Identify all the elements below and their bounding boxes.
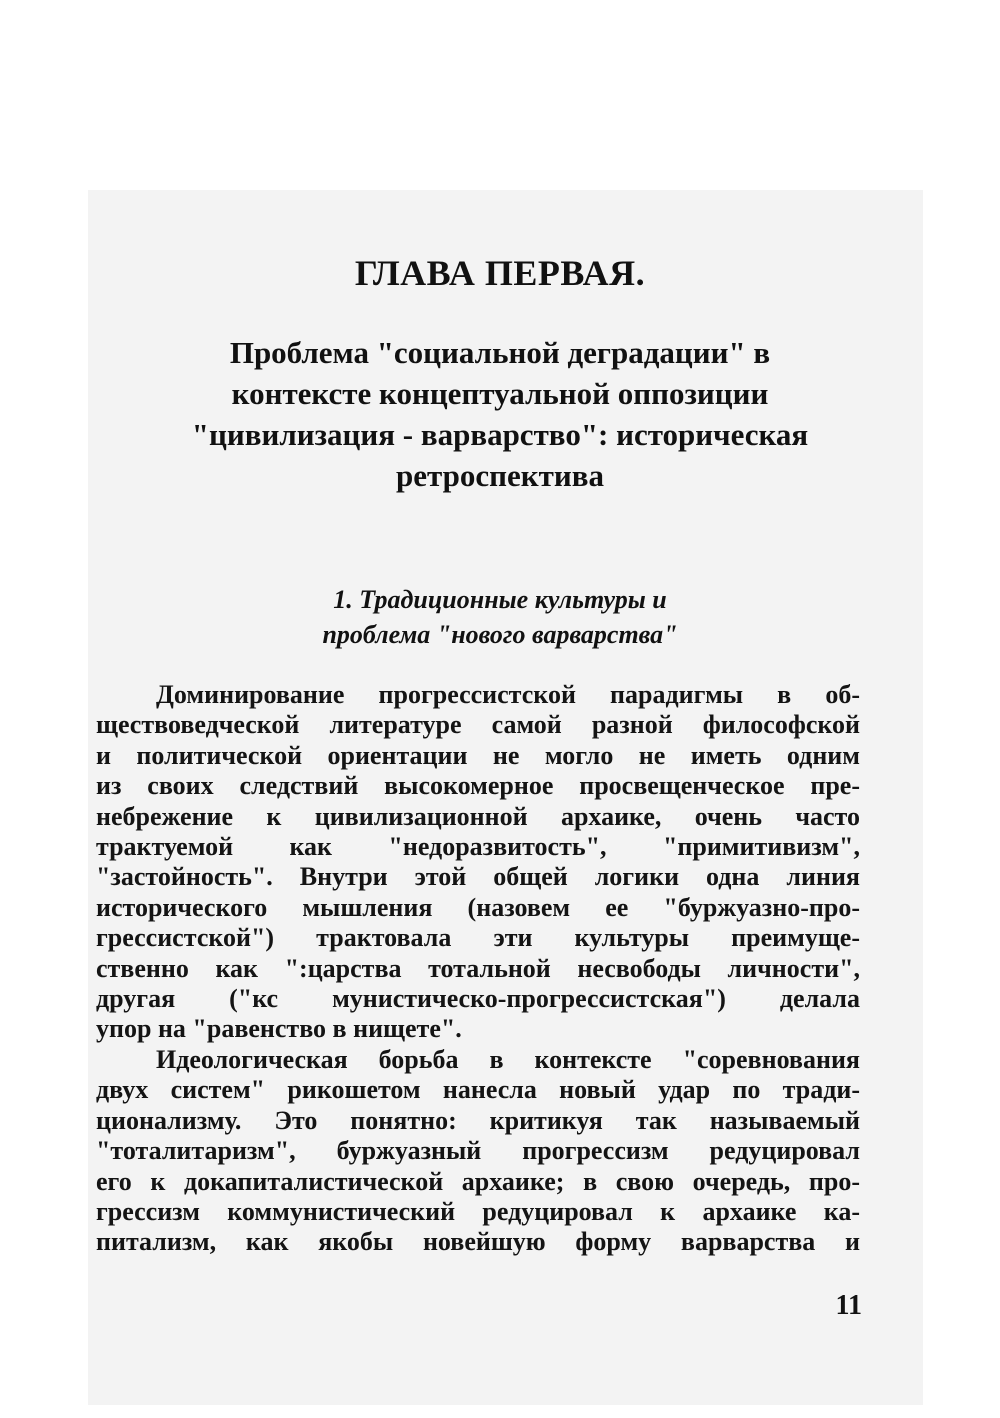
body-line: упор на "равенство в нищете". xyxy=(96,1014,462,1044)
body-line: другая ("кс мунистическо-прогрессистская") делала xyxy=(96,984,860,1014)
section-heading-line: 1. Традиционные культуры и xyxy=(333,585,667,614)
chapter-title: ГЛАВА ПЕРВАЯ. xyxy=(354,253,646,293)
body-line: трактуемой как "недоразвитость", "примитивизм", xyxy=(96,832,860,862)
chapter-heading-line: "цивилизация - варварство": историческая xyxy=(191,417,809,452)
body-line: исторического мышления (назовем ее "буржуазно-про- xyxy=(96,892,860,922)
chapter-heading-line: ретроспектива xyxy=(396,458,604,493)
body-line: ственно как ":царства тотальной несвободы личности", xyxy=(96,953,860,983)
body-line: и политической ориентации не могло не иметь одним xyxy=(96,740,860,770)
body-line: Идеологическая борьба в контексте "соревнования xyxy=(156,1044,860,1074)
body-line: ционализму. Это понятно: критикуя так называемый xyxy=(96,1105,860,1135)
page-number: 11 xyxy=(835,1290,862,1321)
body-line: Доминирование прогрессистской парадигмы в об- xyxy=(156,680,860,709)
chapter-heading-line: контексте концептуальной оппозиции xyxy=(231,376,769,411)
body-line: его к докапиталистической архаике; в свою очередь, про- xyxy=(96,1166,860,1196)
section-heading xyxy=(200,582,800,652)
body-line: ществоведческой литературе самой разной философской xyxy=(96,710,860,740)
section-heading-line: проблема "нового варварства" xyxy=(322,620,678,649)
body-line: "тоталитаризм", буржуазный прогрессизм редуцировал xyxy=(96,1136,860,1166)
chapter-heading xyxy=(140,332,860,496)
body-line: из своих следствий высокомерное просвещенческое пре- xyxy=(96,771,860,801)
body-line: "застойность". Внутри этой общей логики одна линия xyxy=(96,862,860,892)
body-text xyxy=(96,680,860,1258)
chapter-heading-line: Проблема "социальной деградации" в xyxy=(229,335,771,370)
body-line: питализм, как якобы новейшую форму варварства и xyxy=(96,1227,860,1257)
body-line: грессизм коммунистический редуцировал к архаике ка- xyxy=(96,1196,860,1226)
body-line: небрежение к цивилизационной архаике, очень часто xyxy=(96,801,860,831)
body-line: двух систем" рикошетом нанесла новый удар по тради- xyxy=(96,1075,860,1105)
body-line: грессистской") трактовала эти культуры преимуще- xyxy=(96,923,860,953)
